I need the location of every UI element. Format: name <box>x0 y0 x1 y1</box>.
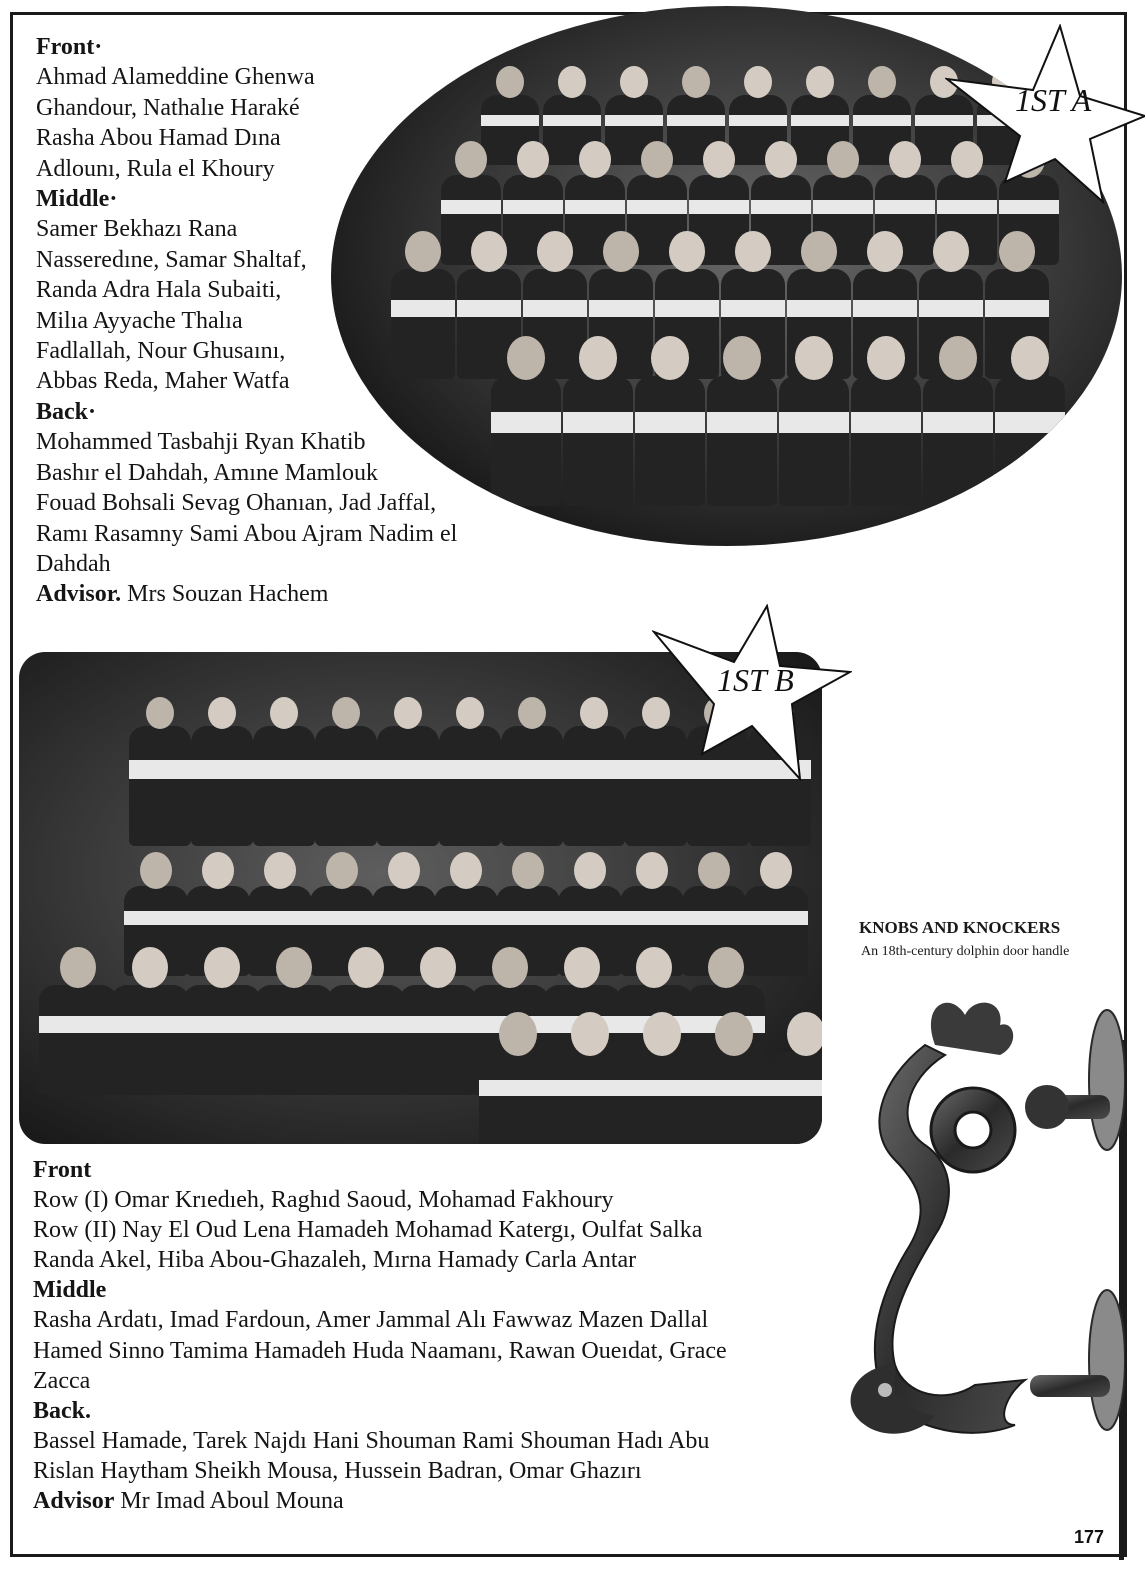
class-a-label: 1ST A <box>1015 82 1092 118</box>
page-number: 177 <box>1074 1527 1105 1547</box>
middle-heading: Middle· <box>36 186 118 213</box>
caption-line: Mohammed Tasbahji Ryan Khatib <box>36 429 366 456</box>
middle-heading: Middle <box>33 1277 107 1304</box>
back-heading: Back. <box>33 1397 92 1424</box>
caption-line: Row (I) Omar Krıedıeh, Raghıd Saoud, Mohamad Fakhoury <box>33 1187 614 1214</box>
caption-line: Fouad Bohsali Sevag Ohanıan, Jad Jaffal, <box>36 490 437 517</box>
caption-line: Rasha Ardatı, Imad Fardoun, Amer Jammal Alı Fawwaz Mazen Dallal <box>33 1307 709 1334</box>
advisor-label: Advisor. <box>36 581 122 608</box>
caption-line: Row (II) Nay El Oud Lena Hamadeh Mohamad Katergı, Oulfat Salka <box>33 1217 703 1244</box>
sidebar-title: KNOBS AND KNOCKERS <box>859 918 1061 937</box>
caption-line: Dahdah <box>36 550 111 577</box>
caption-line: Adlounı, Rula el Khoury <box>36 155 275 182</box>
caption-line: Samer Bekhazı Rana <box>36 216 238 243</box>
back-heading: Back· <box>36 398 97 425</box>
advisor-name: Mrs Souzan Hachem <box>121 581 329 608</box>
advisor-name: Mr Imad Aboul Mouna <box>114 1488 344 1515</box>
caption-line: Fadlallah, Nour Ghusaını, <box>36 338 286 365</box>
front-heading: Front· <box>36 34 103 60</box>
dolphin-door-handle-image <box>825 985 1125 1495</box>
class-b-caption <box>33 1155 727 1516</box>
sidebar-subtitle: An 18th-century dolphin door handle <box>861 944 1070 959</box>
caption-line: Milıa Ayyache Thalıa <box>36 307 243 334</box>
class-b-label: 1ST B <box>717 662 794 698</box>
advisor-label: Advisor <box>33 1488 115 1515</box>
caption-line: Hamed Sinno Tamima Hamadeh Huda Naamanı, Rawan Oueıdat, Grace <box>33 1337 727 1364</box>
caption-line: Abbas Reda, Maher Watfa <box>36 368 290 395</box>
advisor-line <box>33 1486 727 1516</box>
class-a-caption <box>36 32 457 610</box>
caption-line: Ghandour, Nathalıe Haraké <box>36 94 300 121</box>
caption-line: Bassel Hamade, Tarek Najdı Hani Shouman Rami Shouman Hadı Abu <box>33 1427 710 1454</box>
caption-line: Zacca <box>33 1367 91 1394</box>
front-heading: Front <box>33 1157 92 1183</box>
caption-line: Nasseredıne, Samar Shaltaf, <box>36 246 307 273</box>
caption-line: Ramı Rasamny Sami Abou Ajram Nadim el <box>36 520 458 547</box>
caption-line: Rasha Abou Hamad Dına <box>36 125 281 152</box>
caption-line: Bashır el Dahdah, Amıne Mamlouk <box>36 459 378 486</box>
caption-line: Ahmad Alameddine Ghenwa <box>36 64 315 91</box>
caption-line: Randa Akel, Hiba Abou-Ghazaleh, Mırna Hamady Carla Antar <box>33 1247 637 1274</box>
caption-line: Rislan Haytham Sheikh Mousa, Hussein Badran, Omar Ghazırı <box>33 1457 642 1484</box>
caption-line: Randa Adra Hala Subaiti, <box>36 277 282 304</box>
advisor-line <box>36 579 457 609</box>
